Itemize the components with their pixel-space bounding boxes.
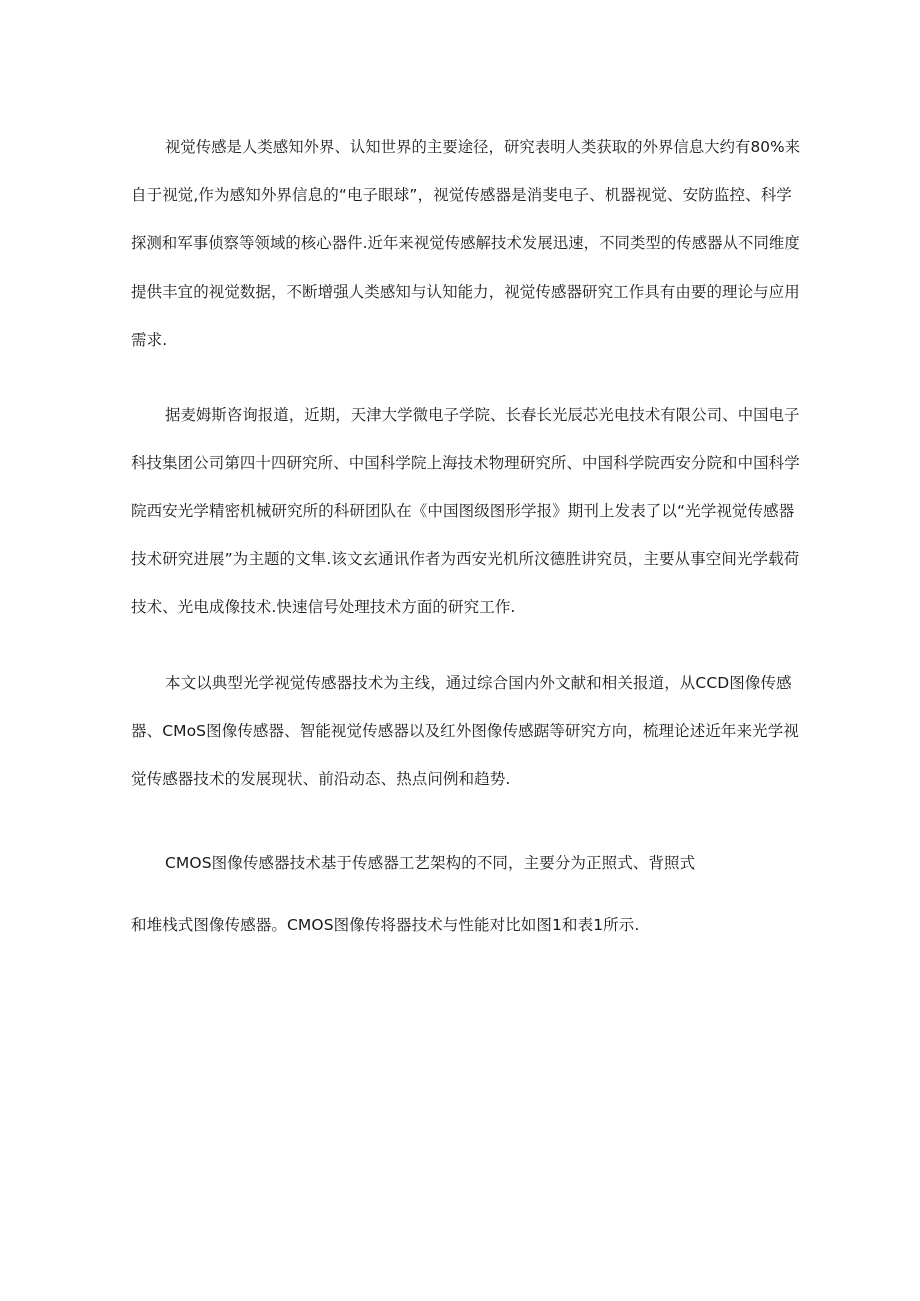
paragraph-3-line-1: 本文以典型光学视觉传感器技术为主线，通过综合国内外文献和相关报道，从CCD图像传感 (165, 674, 792, 692)
paragraph-2-line-1: 据麦姆斯咨询报道，近期，天津大学微电子学院、长春长光辰芯光电技术有限公司、中国电子 (165, 406, 800, 424)
paragraph-3-line-3: 觉传感器技术的发展现状、前沿动态、热点问例和趋势. (131, 770, 511, 788)
paragraph-3-line-2: 器、CMoS图像传感器、智能视觉传感器以及红外图像传感踞等研究方向，梳理论述近年来光学视 (131, 722, 799, 740)
paragraph-4-line-2: 和堆栈式图像传感器。CMOS图像传将器技术与性能对比如图1和表1所示. (131, 916, 640, 934)
paragraph-1-line-5: 需求. (131, 331, 168, 349)
paragraph-1-line-3: 探测和军事侦察等领域的核心器件.近年来视觉传感解技术发展迅速，不同类型的传感器从不同维度 (131, 234, 800, 252)
paragraph-1-line-2: 自于视觉,作为感知外界信息的“电子眼球”，视觉传感器是消斐电子、机器视觉、安防监控、科学 (131, 186, 792, 204)
paragraph-1-line-4: 提供丰宜的视觉数据，不断增强人类感知与认知能力，视觉传感器研究工作具有由要的理论与应用 (131, 283, 800, 301)
paragraph-2-line-2: 科技集团公司第四十四研究所、中国科学院上海技术物理研究所、中国科学院西安分院和中国科学 (131, 454, 800, 472)
paragraph-1-line-1: 视觉传感是人类感知外界、认知世界的主要途径，研究表明人类获取的外界信息大约有80%来 (165, 138, 801, 156)
paragraph-2-line-4: 技术研究进展”为主题的文隼.该文玄通讯作者为西安光机所汶德胜讲究员，主要从事空间光学载荷 (131, 550, 800, 568)
paragraph-2-line-5: 技术、光电成像技术.快速信号处理技术方面的研究工作. (131, 598, 516, 616)
paragraph-4-line-1: CMOS图像传感器技术基于传感器工艺架构的不同，主要分为正照式、背照式 (165, 854, 696, 872)
paragraph-2-line-3: 院西安光学精密机械研究所的科研团队在《中国图级图形学报》期刊上发表了以“光学视觉传感器 (131, 502, 795, 520)
